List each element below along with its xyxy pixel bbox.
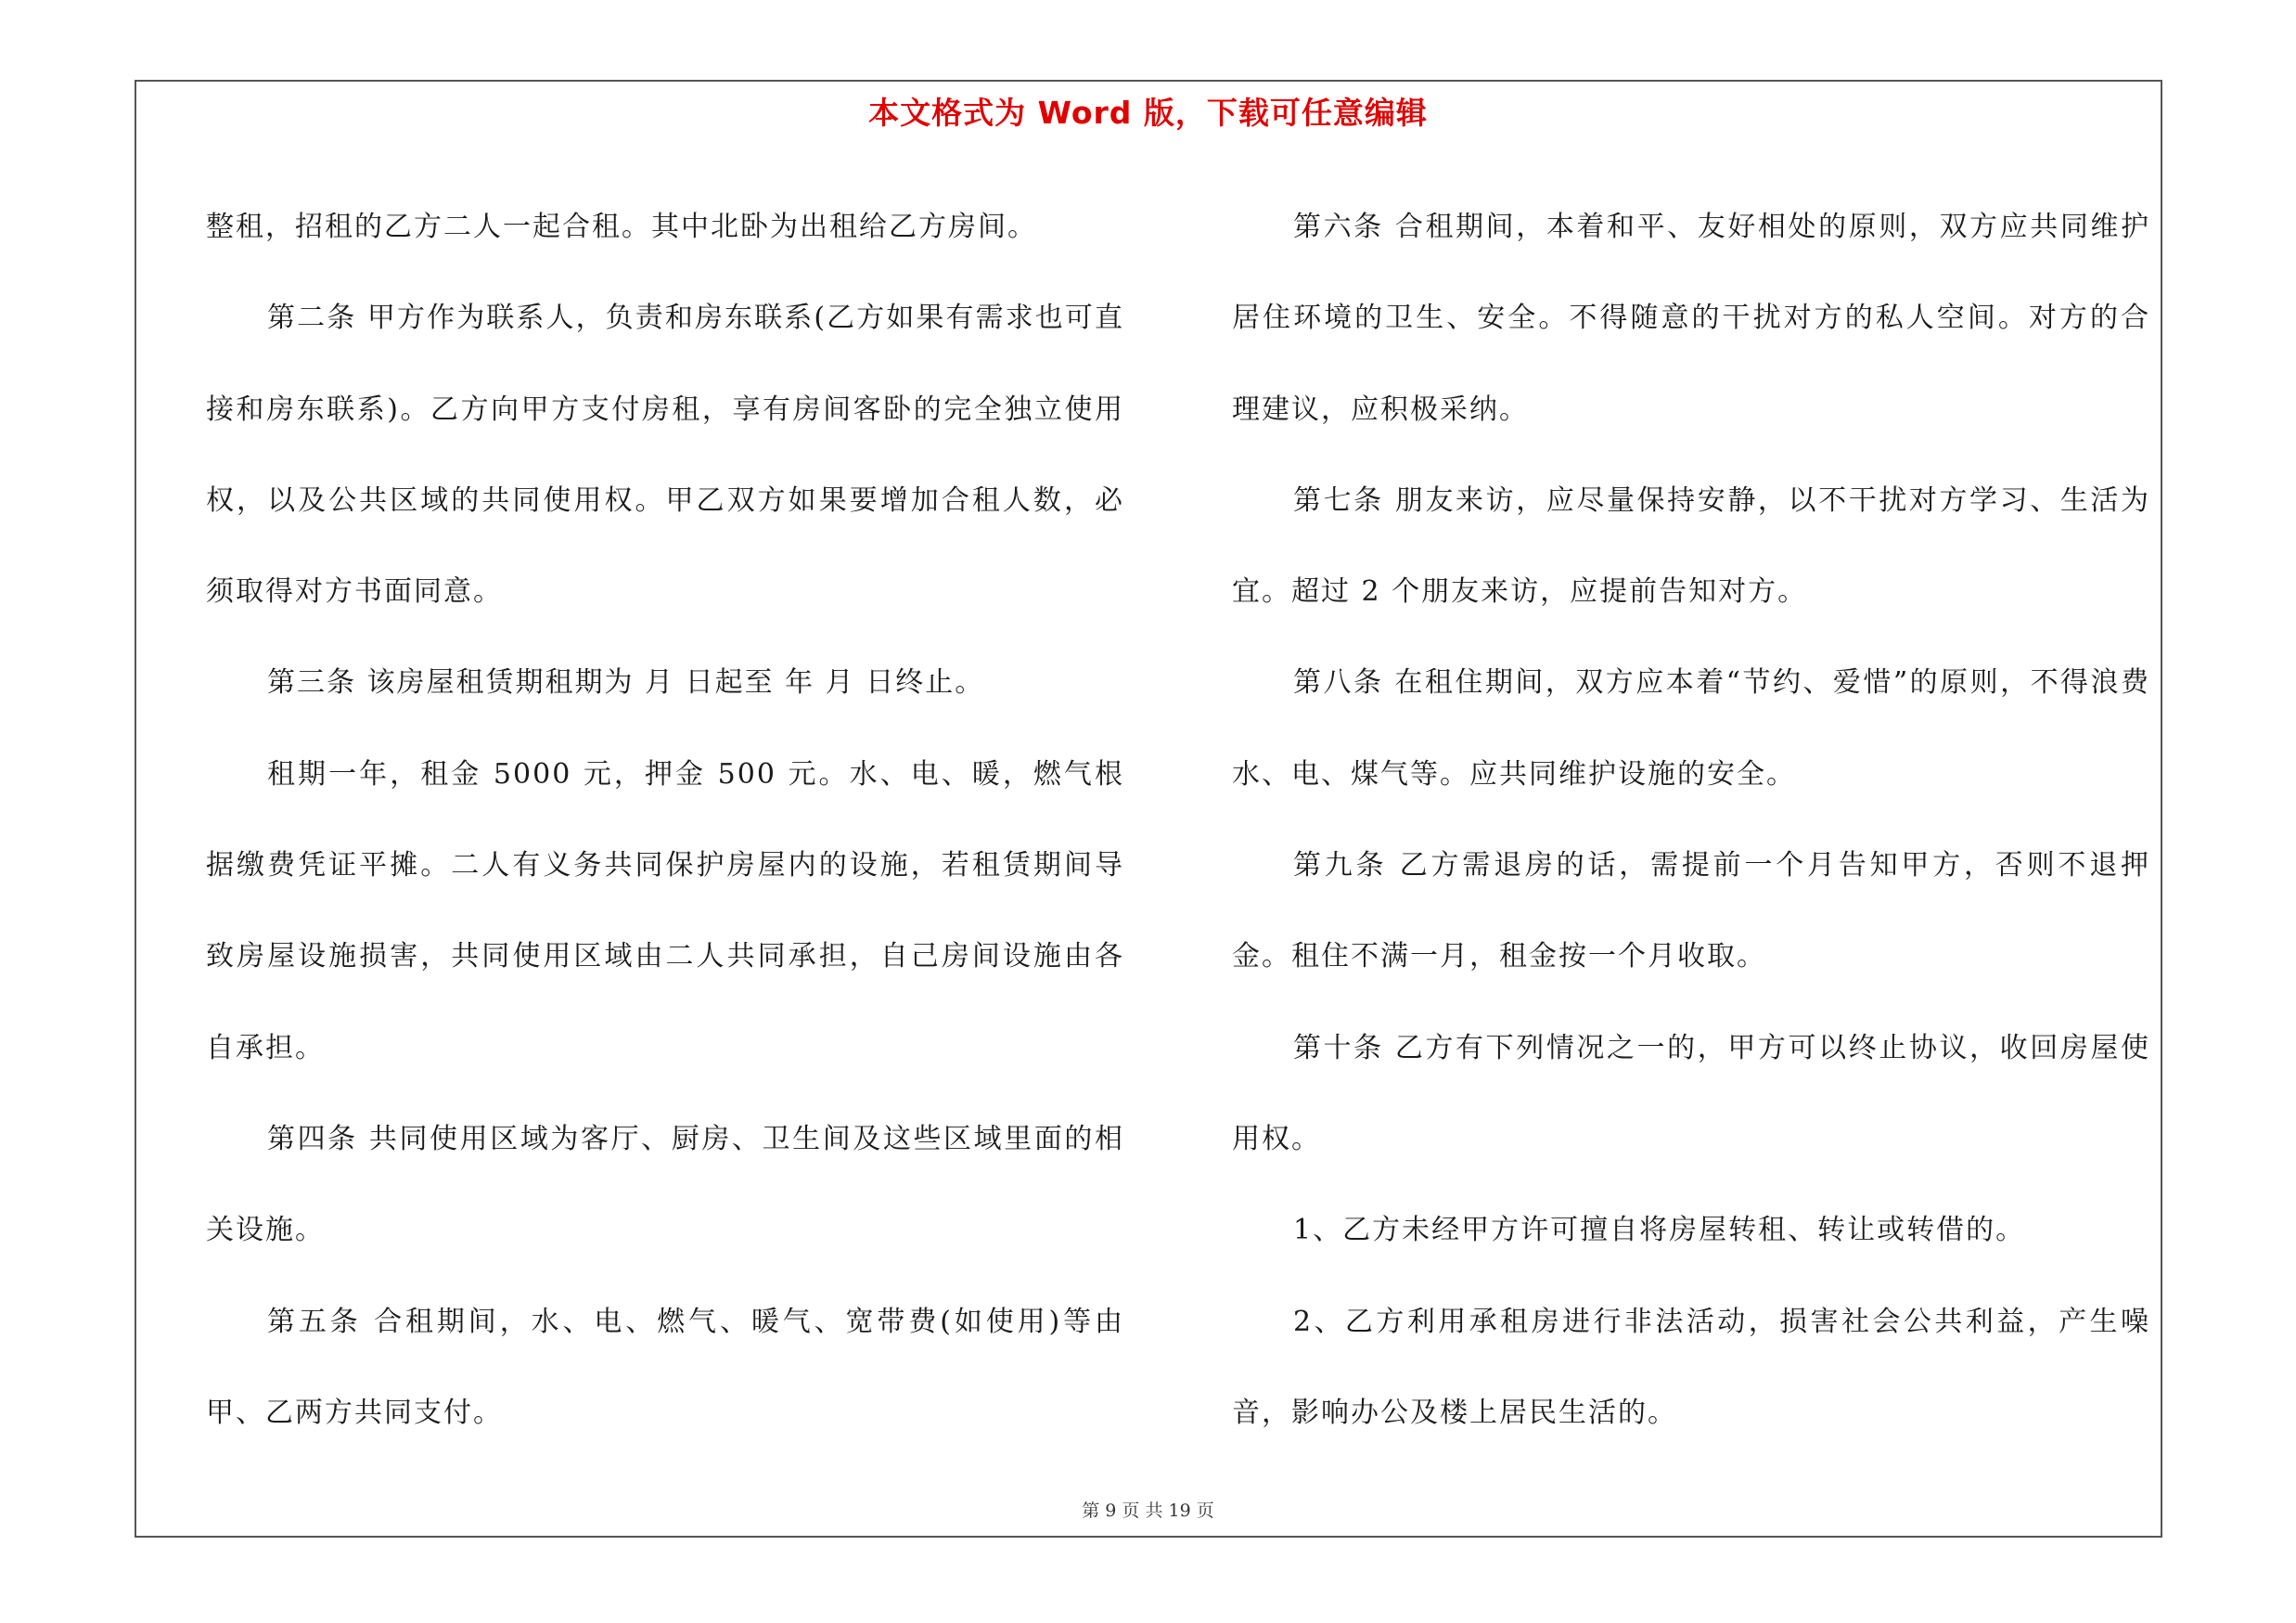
paragraph: 2、乙方利用承租房进行非法活动，损害社会公共利益，产生噪音，影响办公及楼上居民生活的。 — [1232, 1305, 2150, 1429]
page-number-footer: 第 9 页 共 19 页 — [1082, 1501, 1214, 1521]
paragraph: 租期一年，租金 5000 元，押金 500 元。水、电、暖，燃气根据缴费凭证平摊。二人有义务共同保护房屋内的设施，若租赁期间导致房屋设施损害，共同使用区域由二人共同承担，自己房间设施由各自承担。 — [206, 757, 1124, 1064]
paragraph: 第九条 乙方需退房的话，需提前一个月告知甲方，否则不退押金。租住不满一月，租金按一个月收取。 — [1232, 849, 2150, 973]
paragraph: 第八条 在租住期间，双方应本着“节约、爱惜”的原则，不得浪费水、电、煤气等。应共同维护设施的安全。 — [1232, 666, 2150, 791]
paragraph: 第七条 朋友来访，应尽量保持安静，以不干扰对方学习、生活为宜。超过 2 个朋友来访，应提前告知对方。 — [1232, 483, 2150, 609]
paragraph: 第三条 该房屋租赁期租期为 月 日起至 年 月 日终止。 — [267, 666, 985, 700]
paragraph: 1、乙方未经甲方许可擅自将房屋转租、转让或转借的。 — [1293, 1214, 2026, 1247]
paragraph: 第六条 合租期间，本着和平、友好相处的原则，双方应共同维护居住环境的卫生、安全。不得随意的干扰对方的私人空间。对方的合理建议，应积极采纳。 — [1232, 211, 2150, 426]
document-banner: 本文格式为 Word 版，下载可任意编辑 — [868, 95, 1428, 131]
paragraph: 第二条 甲方作为联系人，负责和房东联系(乙方如果有需求也可直接和房东联系)。乙方向甲方支付房租，享有房间客卧的完全独立使用权，以及公共区域的共同使用权。甲乙双方如果要增加合租人数，必须取得对方书面同意。 — [206, 302, 1124, 609]
paragraph: 第十条 乙方有下列情况之一的，甲方可以终止协议，收回房屋使用权。 — [1232, 1031, 2150, 1155]
paragraph: 第四条 共同使用区域为客厅、厨房、卫生间及这些区域里面的相关设施。 — [206, 1122, 1124, 1247]
paragraph: 第五条 合租期间，水、电、燃气、暖气、宽带费(如使用)等由甲、乙两方共同支付。 — [206, 1305, 1124, 1429]
left-text-column — [206, 182, 1124, 1459]
right-text-column — [1232, 182, 2150, 1459]
paragraph: 整租，招租的乙方二人一起合租。其中北卧为出租给乙方房间。 — [206, 211, 1037, 243]
